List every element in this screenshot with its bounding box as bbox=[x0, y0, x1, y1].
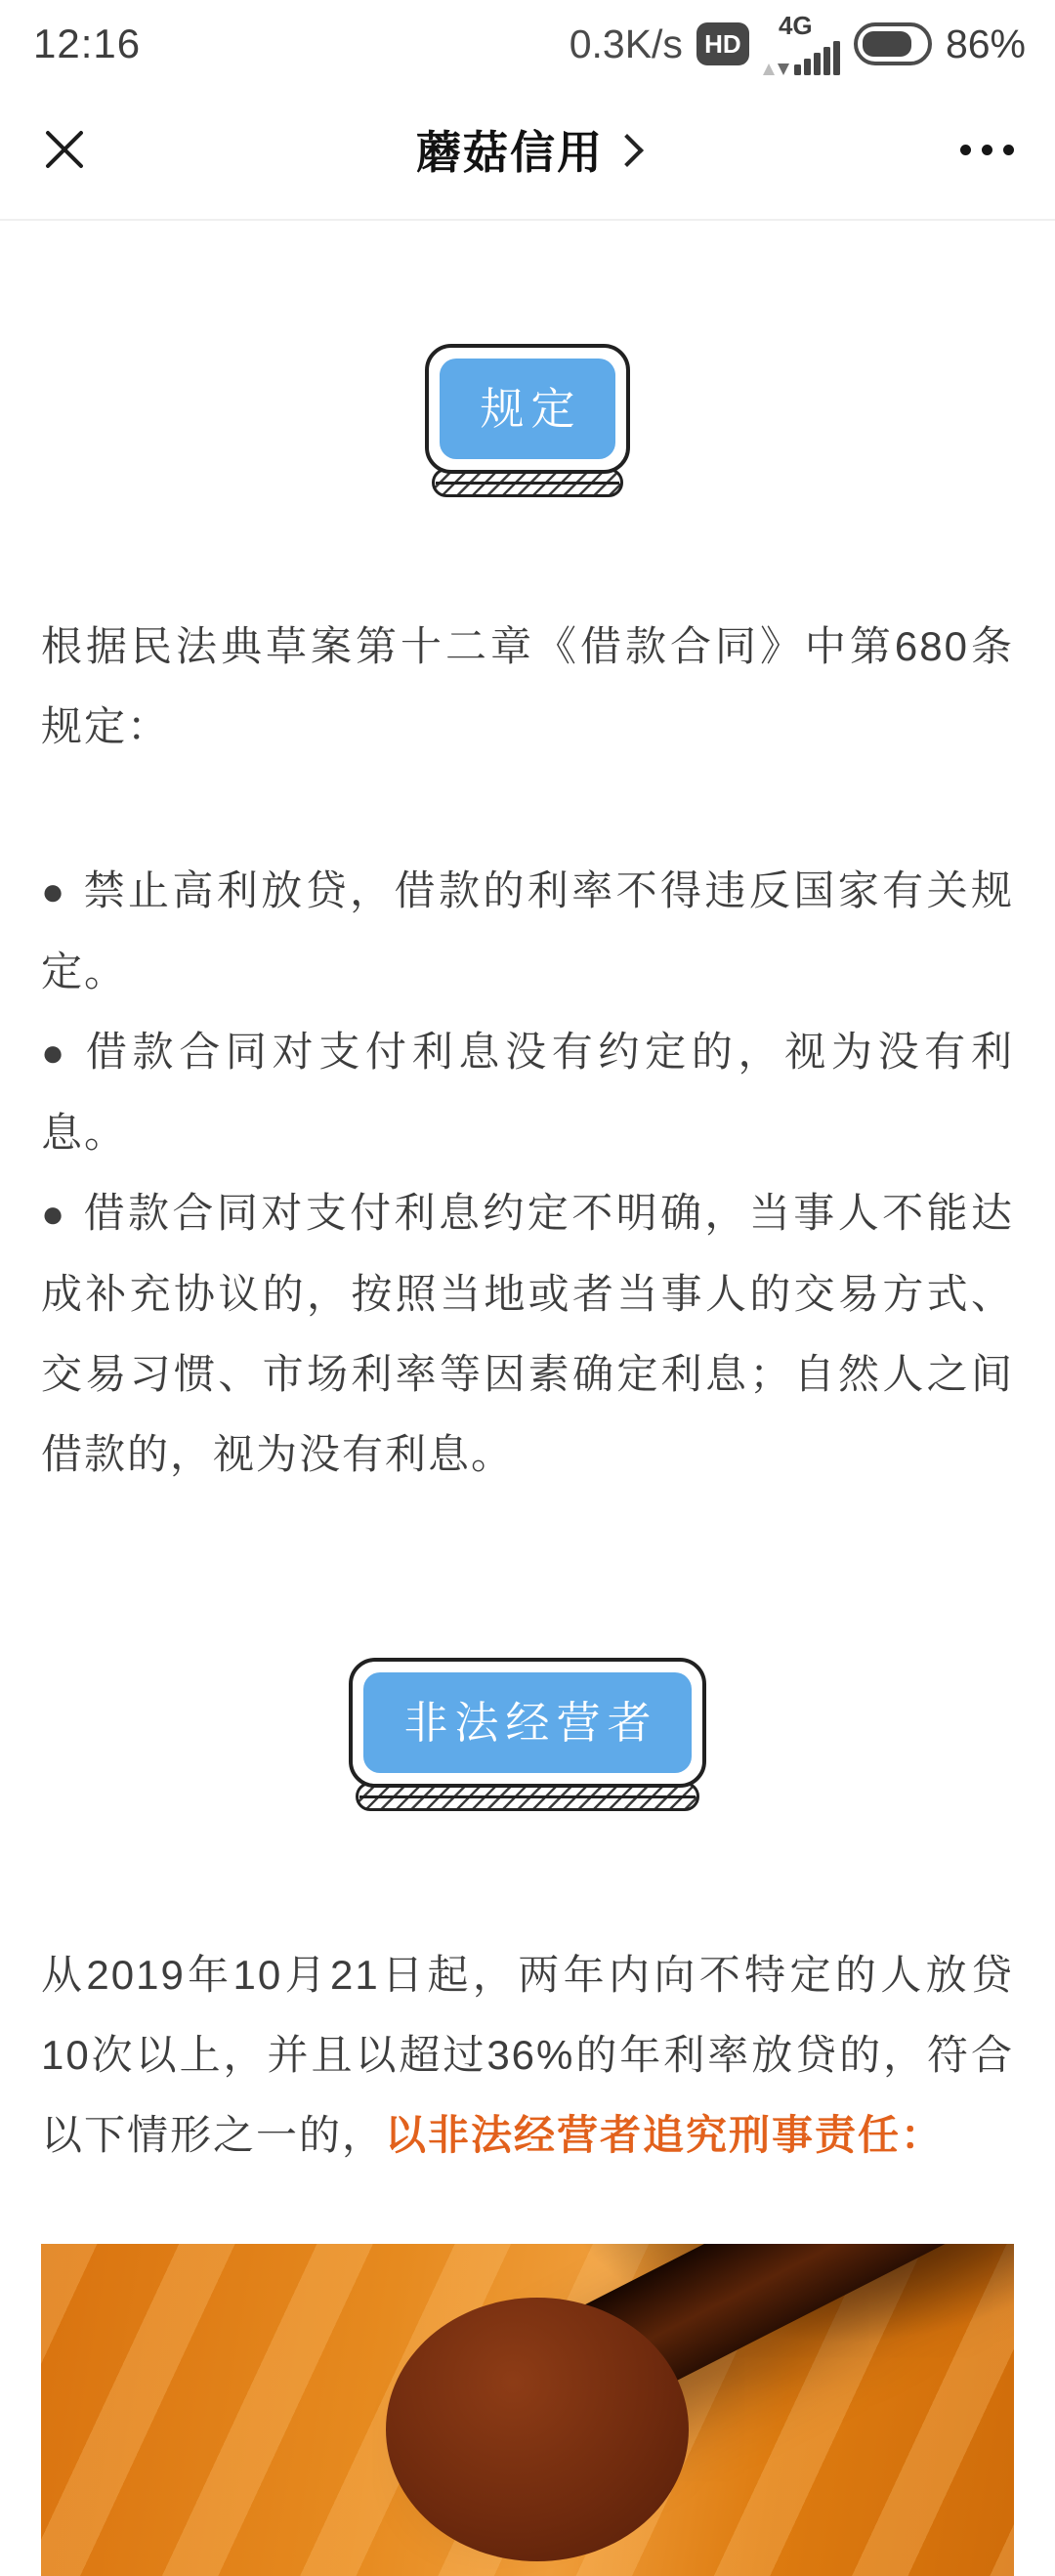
badge-label: 非法经营者 bbox=[363, 1672, 691, 1773]
section-badge-illegal-operator bbox=[349, 1658, 705, 1811]
bullet-text: 借款合同对支付利息约定不明确，当事人不能达成补充协议的，按照当地或者当事人的交易方式、交易习惯、市场利率等因素确定利息；自然人之间借款的，视为没有利息。 bbox=[41, 1190, 1014, 1477]
bullet-list bbox=[41, 851, 1014, 1495]
gavel-photo[interactable] bbox=[41, 2244, 1014, 2576]
bullet-item bbox=[41, 851, 1014, 1012]
hd-volte-icon: HD bbox=[696, 22, 749, 65]
close-icon[interactable] bbox=[41, 126, 88, 173]
closing-paragraph bbox=[41, 1935, 1014, 2175]
signal-bars bbox=[763, 41, 840, 75]
badge-outer-frame bbox=[349, 1658, 705, 1788]
download-arrow-icon bbox=[778, 63, 789, 75]
gavel-head bbox=[386, 2298, 689, 2561]
nav-bar bbox=[0, 80, 1055, 221]
intro-paragraph: 根据民法典草案第十二章《借款合同》中第680条规定： bbox=[41, 623, 1014, 749]
bullet-dot-icon: ● bbox=[41, 1193, 68, 1236]
article-content bbox=[0, 344, 1055, 2576]
bullet-item bbox=[41, 1173, 1014, 1495]
signal-strength-bars-icon bbox=[794, 41, 840, 75]
bullet-dot-icon: ● bbox=[41, 870, 68, 913]
network-type-label: 4G bbox=[778, 11, 813, 40]
bullet-dot-icon: ● bbox=[41, 1032, 70, 1075]
cellular-signal-icon bbox=[763, 13, 840, 75]
chevron-right-icon bbox=[611, 134, 644, 167]
network-activity-arrows-icon bbox=[763, 63, 789, 75]
section-badge-regulations bbox=[425, 344, 629, 497]
more-options-icon[interactable] bbox=[960, 126, 1014, 173]
bullet-text: 借款合同对支付利息没有约定的，视为没有利息。 bbox=[41, 1029, 1014, 1156]
clock-time: 12:16 bbox=[33, 21, 142, 66]
upload-arrow-icon bbox=[763, 63, 775, 75]
page-title-text: 蘑菇信用 bbox=[416, 127, 604, 178]
network-speed: 0.3K/s bbox=[569, 21, 683, 66]
closing-paragraph-highlight: 以非法经营者追究刑事责任： bbox=[385, 2112, 945, 2158]
page-title[interactable] bbox=[416, 117, 639, 182]
status-bar bbox=[0, 0, 1055, 80]
battery-icon bbox=[854, 22, 932, 65]
status-bar-right bbox=[570, 13, 1026, 75]
closing-paragraph-normal: 从2019年10月21日起，两年内向不特定的人放贷10次以上，并且以超过36%的年利率放贷的，符合以下情形之一的， bbox=[41, 1952, 1014, 2158]
badge-label: 规定 bbox=[440, 359, 614, 459]
bullet-item bbox=[41, 1012, 1014, 1173]
battery-percent: 86% bbox=[945, 21, 1026, 66]
battery-fill-level bbox=[863, 31, 911, 57]
bullet-text: 禁止高利放贷，借款的利率不得违反国家有关规定。 bbox=[41, 867, 1014, 994]
badge-outer-frame bbox=[425, 344, 629, 474]
